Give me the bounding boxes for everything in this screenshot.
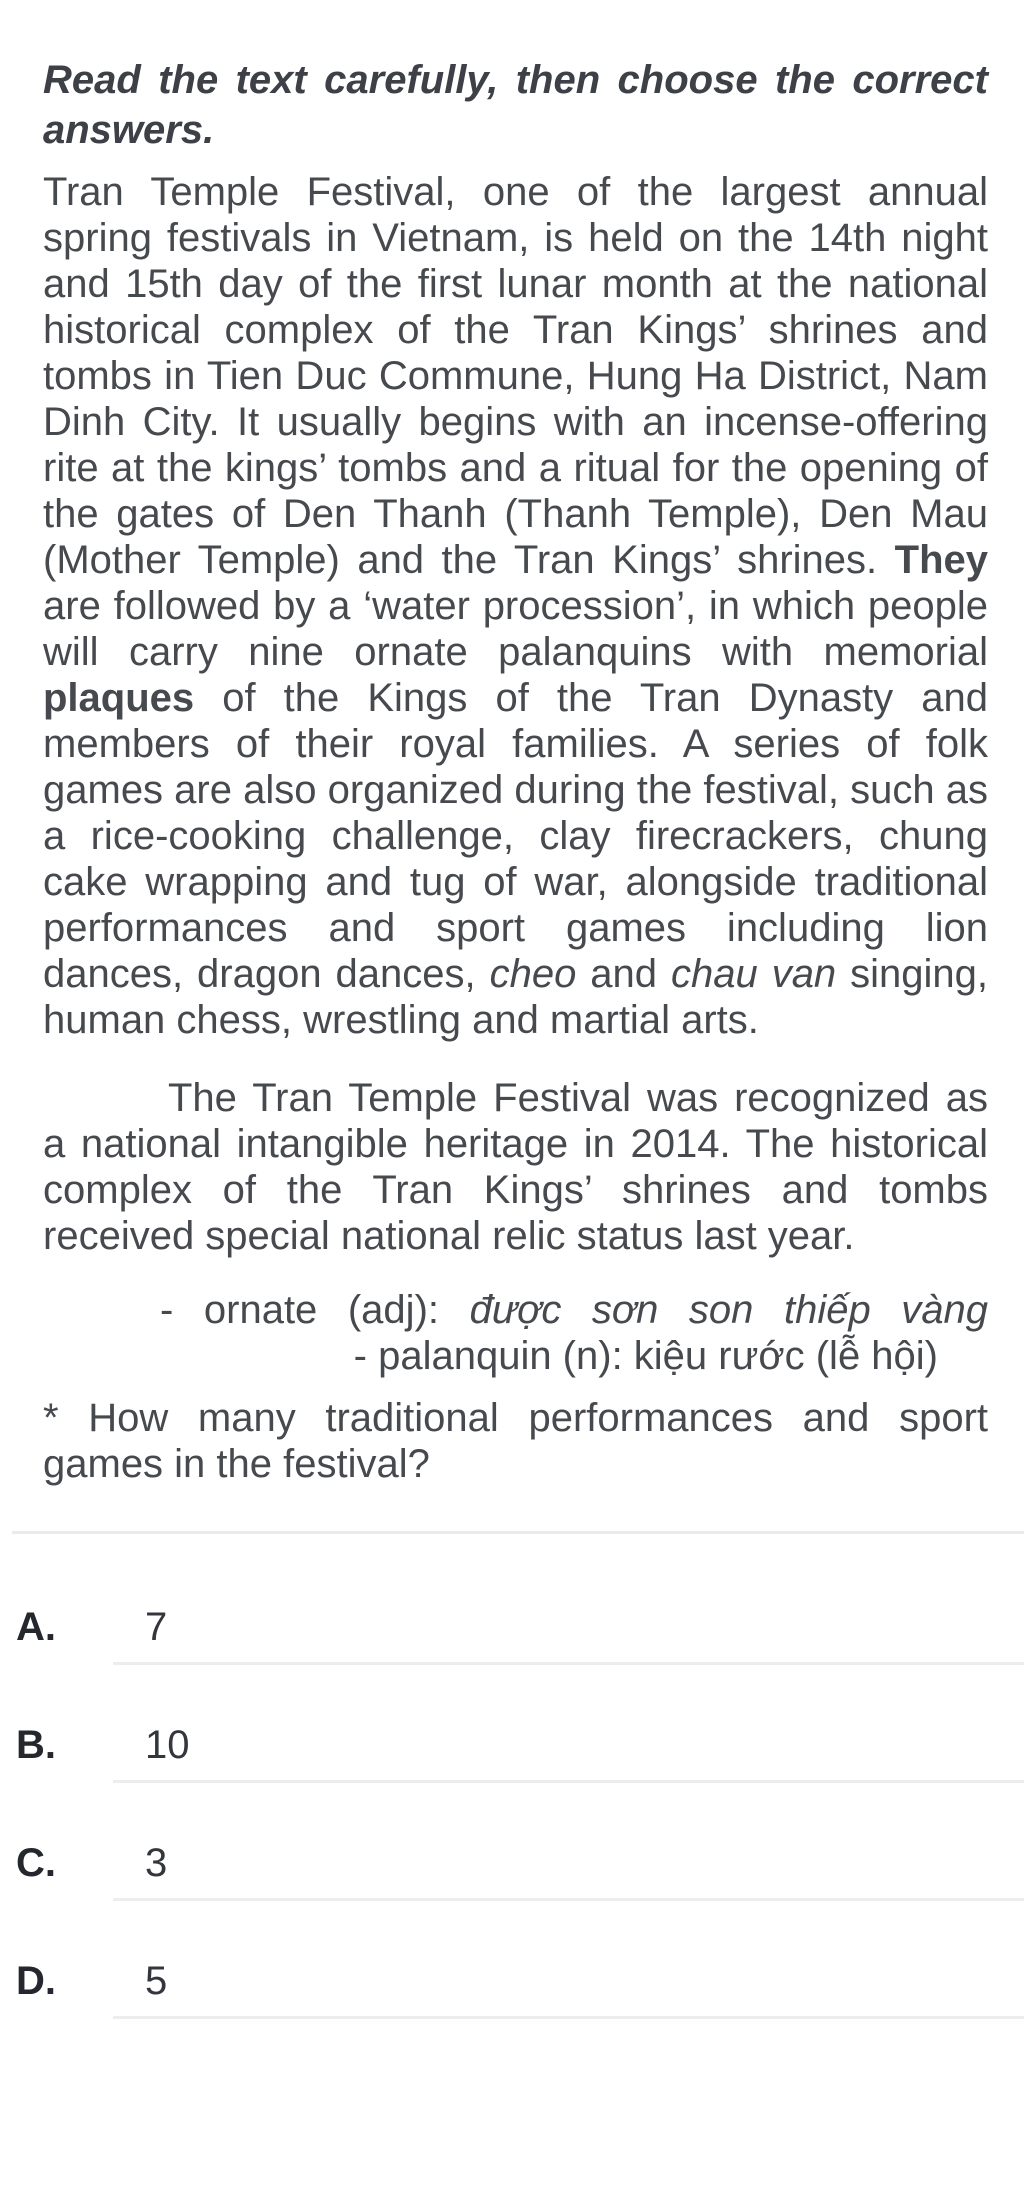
- instruction-heading: Read the text carefully, then choose the correct answers.: [43, 58, 988, 152]
- vocab-note-ornate: - ornate (adj): được sơn son thiếp vàng: [160, 1288, 989, 1332]
- option-value: 10: [145, 1723, 190, 1767]
- option-letter: D.: [16, 1959, 56, 2003]
- option-letter: A.: [16, 1605, 56, 1649]
- passage-paragraph-1: Tran Temple Festival, one of the largest annual spring festivals in Vietnam, is held on the 14th night and 15th day of the first lunar month at the national historical complex of the Tran Kings’ shrines and tombs in Tien Duc Commune, Hung Ha District, Nam Dinh City. It usually begins with an incense-offering rite at the kings’ tombs and a ritual for the opening of the gates of Den Thanh (Thanh Temple), Den Mau (Mother Temple) and the Tran Kings’ shrines. They are followed by a ‘water procession’, in which people will carry nine ornate palanquins with memorial plaques of the Kings of the Tran Dynasty and members of their royal families. A series of folk games are also organized during the festival, such as a rice-cooking challenge, clay firecrackers, chung cake wrapping and tug of war, alongside traditional performances and sport games including lion dances, dragon dances, cheo and chau van singing, human chess, wrestling and martial arts.: [43, 170, 989, 1042]
- answer-options: [0, 1562, 1024, 2034]
- vocab-note-palanquin: - palanquin (n): kiệu rước (lễ hội): [353, 1334, 938, 1378]
- option-line: [16, 1842, 1024, 1884]
- passage-paragraph-2: The Tran Temple Festival was recognized as a national intangible heritage in 2014. The historical complex of the Tran Kings’ shrines and tombs received special national relic status last year.: [43, 1076, 988, 1258]
- option-value: 7: [145, 1605, 168, 1649]
- option-letter: C.: [16, 1841, 56, 1885]
- question-divider: [12, 1531, 1024, 1534]
- option-line: [16, 1606, 1024, 1648]
- option-row-a[interactable]: [0, 1562, 1024, 1680]
- question-text: * How many traditional performances and sport games in the festival?: [43, 1396, 988, 1486]
- option-row-d[interactable]: [0, 1916, 1024, 2034]
- option-underline: [113, 1898, 1024, 1901]
- option-underline: [113, 1662, 1024, 1665]
- option-underline: [113, 2016, 1024, 2019]
- option-underline: [113, 1780, 1024, 1783]
- option-row-b[interactable]: [0, 1680, 1024, 1798]
- option-line: [16, 1724, 1024, 1766]
- option-row-c[interactable]: [0, 1798, 1024, 1916]
- option-line: [16, 1960, 1024, 2002]
- option-value: 3: [145, 1841, 168, 1885]
- option-value: 5: [145, 1959, 168, 2003]
- option-letter: B.: [16, 1723, 56, 1767]
